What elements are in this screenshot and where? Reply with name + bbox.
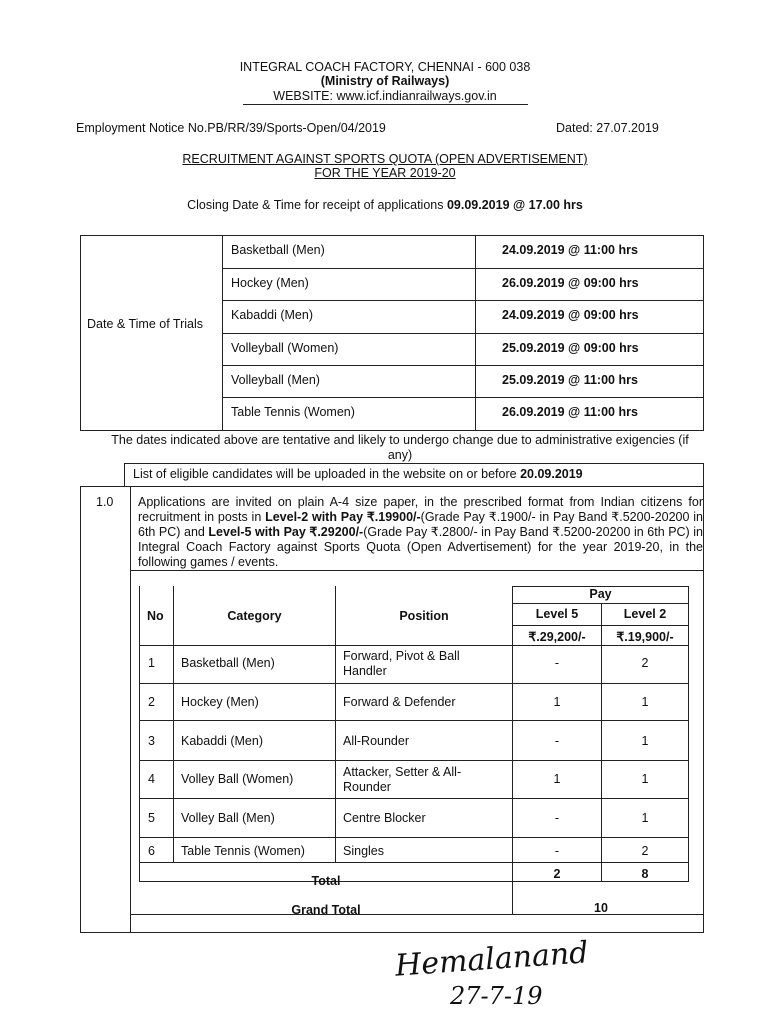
level2-pay: Level-2 with Pay ₹.19900/- bbox=[265, 510, 421, 524]
trial-datetime: 26.09.2019 @ 09:00 hrs bbox=[502, 276, 639, 290]
signature: Hemalanand bbox=[394, 935, 590, 984]
notice-number: Employment Notice No.PB/RR/39/Sports-Open/04/2019 bbox=[76, 121, 386, 135]
grand-total-label: Grand Total bbox=[291, 903, 361, 917]
website: WEBSITE: www.icf.indianrailways.gov.in bbox=[273, 89, 497, 103]
trial-datetime: 25.09.2019 @ 09:00 hrs bbox=[502, 341, 639, 355]
ministry: (Ministry of Railways) bbox=[320, 74, 450, 88]
trial-event: Kabaddi (Men) bbox=[231, 308, 313, 322]
col-category: Category bbox=[227, 609, 282, 623]
row-no: 6 bbox=[148, 844, 155, 858]
row-level2: 1 bbox=[641, 695, 649, 709]
section-paragraph bbox=[138, 495, 703, 570]
row-no: 5 bbox=[148, 811, 155, 825]
row-category: Basketball (Men) bbox=[181, 656, 275, 670]
section-number: 1.0 bbox=[96, 495, 114, 509]
row-level5: 1 bbox=[553, 695, 561, 709]
col-level2: Level 2 bbox=[623, 607, 667, 621]
trials-note: The dates indicated above are tentative and likely to undergo change due to administrative exigencies (if any) bbox=[111, 433, 689, 462]
row-level5: - bbox=[554, 811, 560, 825]
level5-pay-amount: ₹.29,200/- bbox=[528, 630, 586, 644]
row-position: Singles bbox=[343, 844, 384, 858]
grand-total-value: 10 bbox=[594, 901, 608, 915]
trial-event: Table Tennis (Women) bbox=[231, 405, 355, 419]
row-level2: 1 bbox=[641, 811, 649, 825]
row-level2: 2 bbox=[641, 656, 649, 670]
eligible-list-note bbox=[133, 467, 583, 481]
trial-datetime: 24.09.2019 @ 11:00 hrs bbox=[502, 243, 638, 257]
trial-event: Hockey (Men) bbox=[231, 276, 309, 290]
col-pay: Pay bbox=[589, 587, 612, 601]
para-part-2: (Grade Pay ₹.1900/- in Pay Band ₹.5200-20200 in 6th PC) and bbox=[138, 510, 703, 539]
notice-date: Dated: 27.07.2019 bbox=[556, 121, 659, 135]
row-no: 3 bbox=[148, 734, 155, 748]
row-category: Kabaddi (Men) bbox=[181, 734, 263, 748]
closing-label: Closing Date & Time for receipt of applications bbox=[187, 198, 447, 212]
trial-datetime: 24.09.2019 @ 09:00 hrs bbox=[502, 308, 639, 322]
closing-value: 09.09.2019 @ 17.00 hrs bbox=[446, 198, 583, 212]
row-level2: 2 bbox=[641, 844, 649, 858]
row-position: Forward & Defender bbox=[343, 695, 456, 709]
para-part-1: Applications are invited on plain A-4 size paper, in the prescribed format from Indian citizens for recruitment in posts in bbox=[138, 495, 703, 524]
closing-date bbox=[0, 198, 770, 213]
row-category: Volley Ball (Men) bbox=[181, 811, 275, 825]
notice-subtitle: FOR THE YEAR 2019-20 bbox=[314, 166, 456, 180]
row-level2: 1 bbox=[641, 772, 649, 786]
row-level5: 1 bbox=[553, 772, 561, 786]
row-no: 4 bbox=[148, 772, 155, 786]
total-level2: 8 bbox=[641, 867, 649, 881]
notice-title: RECRUITMENT AGAINST SPORTS QUOTA (OPEN ADVERTISEMENT) bbox=[182, 152, 588, 166]
trial-datetime: 25.09.2019 @ 11:00 hrs bbox=[502, 373, 638, 387]
trial-event: Basketball (Men) bbox=[231, 243, 325, 257]
row-level2: 1 bbox=[641, 734, 649, 748]
row-position: Forward, Pivot & Ball Handler bbox=[343, 649, 460, 678]
para-part-3: (Grade Pay ₹.2800/- in Pay Band ₹.5200-20200 in 6th PC) in Integral Coach Factory against Sports Quota (Open Advertisement) for the year 2019-20, in the following games / events. bbox=[138, 525, 704, 569]
row-category: Volley Ball (Women) bbox=[181, 772, 294, 786]
trials-label: Date & Time of Trials bbox=[87, 317, 204, 331]
col-no: No bbox=[147, 609, 164, 623]
org-name: INTEGRAL COACH FACTORY, CHENNAI - 600 038 bbox=[239, 60, 531, 74]
trial-event: Volleyball (Men) bbox=[231, 373, 320, 387]
signature-date: 27-7-19 bbox=[450, 982, 543, 1010]
trial-datetime: 26.09.2019 @ 11:00 hrs bbox=[502, 405, 638, 419]
trial-event: Volleyball (Women) bbox=[231, 341, 339, 355]
eligible-list-text: List of eligible candidates will be uploaded in the website on or before bbox=[133, 467, 521, 481]
total-label: Total bbox=[311, 874, 341, 888]
row-no: 1 bbox=[148, 656, 155, 670]
row-category: Table Tennis (Women) bbox=[181, 844, 305, 858]
col-level5: Level 5 bbox=[535, 607, 579, 621]
row-category: Hockey (Men) bbox=[181, 695, 259, 709]
row-level5: - bbox=[554, 844, 560, 858]
row-position: Attacker, Setter & All-Rounder bbox=[343, 765, 462, 794]
level5-pay: Level-5 with Pay ₹.29200/- bbox=[208, 525, 364, 539]
total-level5: 2 bbox=[553, 867, 561, 881]
row-level5: - bbox=[554, 734, 560, 748]
col-position: Position bbox=[399, 609, 449, 623]
level2-pay-amount: ₹.19,900/- bbox=[616, 630, 674, 644]
row-position: All-Rounder bbox=[343, 734, 410, 748]
row-no: 2 bbox=[148, 695, 155, 709]
eligible-list-date: 20.09.2019 bbox=[520, 467, 583, 481]
row-position: Centre Blocker bbox=[343, 811, 426, 825]
row-level5: - bbox=[554, 656, 560, 670]
